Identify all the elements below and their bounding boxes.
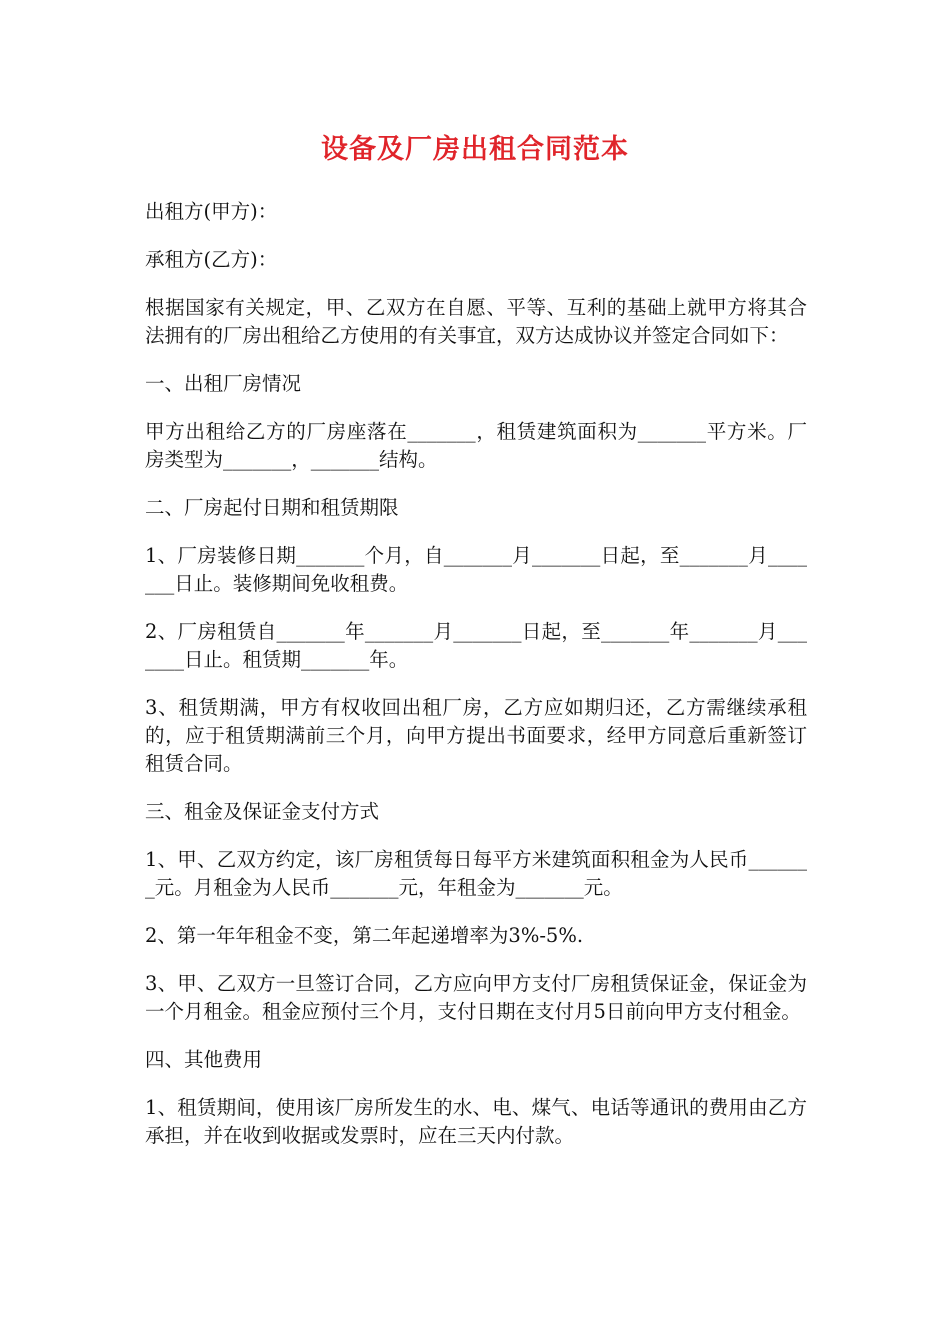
clause-paragraph: 3、甲、乙双方一旦签订合同，乙方应向甲方支付厂房租赁保证金，保证金为一个月租金。租金应预付三个月，支付日期在支付月5日前向甲方支付租金。 bbox=[145, 972, 807, 1023]
preamble-paragraph: 根据国家有关规定，甲、乙双方在自愿、平等、互利的基础上就甲方将其合法拥有的厂房出租给乙方使用的有关事宜，双方达成协议并签定合同如下： bbox=[145, 296, 807, 347]
document-title: 设备及厂房出租合同范本 bbox=[321, 134, 629, 165]
clause-paragraph: 1、厂房装修日期_______个月，自_______月_______日起，至_______月_______日止。装修期间免收租费。 bbox=[145, 544, 807, 595]
document-body bbox=[145, 198, 807, 1170]
clause-paragraph: 1、甲、乙双方约定，该厂房租赁每日每平方米建筑面积租金为人民币_______元。月租金为人民币_______元，年租金为_______元。 bbox=[145, 848, 807, 899]
lessee-line: 承租方(乙方)： bbox=[145, 248, 278, 271]
lessor-line: 出租方(甲方)： bbox=[145, 200, 278, 223]
section-heading-2: 二、厂房起付日期和租赁期限 bbox=[145, 496, 399, 519]
section-heading-3: 三、租金及保证金支付方式 bbox=[145, 800, 380, 823]
section-heading-1: 一、出租厂房情况 bbox=[145, 372, 302, 395]
clause-paragraph: 2、第一年年租金不变，第二年起递增率为3%-5%. bbox=[145, 924, 584, 947]
clause-paragraph: 2、厂房租赁自_______年_______月_______日起，至_______年_______月_______日止。租赁期_______年。 bbox=[145, 620, 807, 671]
clause-paragraph: 3、租赁期满，甲方有权收回出租厂房，乙方应如期归还，乙方需继续承租的，应于租赁期满前三个月，向甲方提出书面要求，经甲方同意后重新签订租赁合同。 bbox=[145, 696, 807, 775]
section-heading-4: 四、其他费用 bbox=[145, 1048, 263, 1071]
clause-paragraph: 甲方出租给乙方的厂房座落在_______，租赁建筑面积为_______平方米。厂房类型为_______，_______结构。 bbox=[145, 420, 807, 471]
clause-paragraph: 1、租赁期间，使用该厂房所发生的水、电、煤气、电话等通讯的费用由乙方承担，并在收到收据或发票时，应在三天内付款。 bbox=[145, 1096, 807, 1147]
